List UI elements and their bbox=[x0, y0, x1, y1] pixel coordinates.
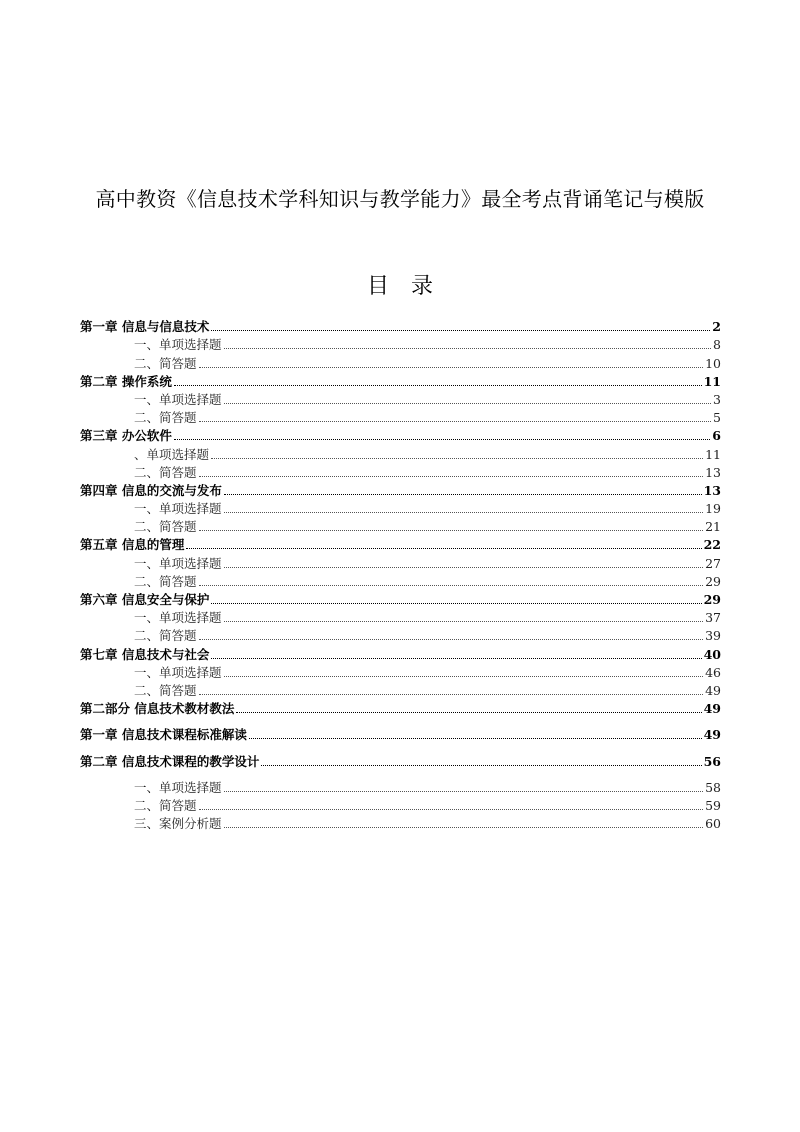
toc-entry-page: 39 bbox=[705, 628, 721, 644]
toc-entry-page: 22 bbox=[703, 537, 721, 553]
toc-dot-leader bbox=[199, 585, 704, 586]
toc-entry-page: 49 bbox=[703, 701, 721, 717]
document-title: 高中教资《信息技术学科知识与教学能力》最全考点背诵笔记与模版 bbox=[95, 187, 705, 211]
toc-entry-part[interactable] bbox=[80, 699, 721, 717]
toc-entry-label: 第七章 信息技术与社会 bbox=[80, 646, 210, 662]
toc-entry-page: 13 bbox=[703, 482, 721, 498]
toc-entry-page: 2 bbox=[712, 319, 721, 335]
toc-entry-section[interactable] bbox=[80, 626, 721, 644]
toc-entry-page: 21 bbox=[705, 519, 721, 535]
toc-dot-leader bbox=[199, 694, 704, 695]
toc-dot-leader bbox=[224, 791, 704, 792]
toc-entry-label: 二、简答题 bbox=[134, 519, 197, 535]
table-of-contents bbox=[80, 317, 721, 832]
toc-entry-page: 59 bbox=[705, 797, 721, 813]
toc-entry-page: 58 bbox=[705, 779, 721, 795]
toc-entry-section[interactable] bbox=[80, 663, 721, 681]
toc-entry-page: 40 bbox=[703, 646, 721, 662]
toc-spacer bbox=[80, 770, 721, 778]
toc-entry-section[interactable] bbox=[80, 553, 721, 571]
toc-entry-label: 二、简答题 bbox=[134, 682, 197, 698]
toc-dot-leader bbox=[224, 827, 704, 828]
toc-entry-label: 一、单项选择题 bbox=[134, 391, 222, 407]
toc-spacer bbox=[80, 743, 721, 751]
toc-dot-leader bbox=[199, 809, 704, 810]
toc-entry-chapter[interactable] bbox=[80, 590, 721, 608]
toc-entry-page: 8 bbox=[713, 337, 721, 353]
toc-dot-leader bbox=[261, 765, 701, 766]
toc-entry-section[interactable] bbox=[80, 335, 721, 353]
toc-dot-leader bbox=[199, 421, 712, 422]
toc-dot-leader bbox=[174, 439, 710, 440]
toc-entry-page: 11 bbox=[703, 373, 721, 389]
toc-entry-label: 第五章 信息的管理 bbox=[80, 537, 185, 553]
toc-entry-page: 49 bbox=[705, 682, 721, 698]
toc-dot-leader bbox=[199, 530, 704, 531]
toc-dot-leader bbox=[199, 476, 704, 477]
toc-dot-leader bbox=[224, 494, 702, 495]
toc-entry-label: 二、简答题 bbox=[134, 410, 197, 426]
toc-entry-section[interactable] bbox=[80, 499, 721, 517]
toc-entry-label: 第二章 操作系统 bbox=[80, 373, 172, 389]
toc-entry-label: 一、单项选择题 bbox=[134, 555, 222, 571]
toc-dot-leader bbox=[224, 403, 712, 404]
toc-entry-label: 二、简答题 bbox=[134, 797, 197, 813]
toc-entry-section[interactable] bbox=[80, 608, 721, 626]
toc-dot-leader bbox=[211, 330, 710, 331]
toc-entry-chapter[interactable] bbox=[80, 426, 721, 444]
toc-entry-chapter[interactable] bbox=[80, 644, 721, 662]
toc-heading: 目录 bbox=[366, 274, 455, 299]
toc-dot-leader bbox=[224, 348, 712, 349]
toc-entry-page: 6 bbox=[712, 428, 721, 444]
toc-entry-chapter[interactable] bbox=[80, 372, 721, 390]
toc-entry-section[interactable] bbox=[80, 814, 721, 832]
toc-entry-section[interactable] bbox=[80, 796, 721, 814]
toc-entry-label: 第三章 办公软件 bbox=[80, 428, 172, 444]
toc-entry-section[interactable] bbox=[80, 463, 721, 481]
toc-entry-page: 5 bbox=[713, 410, 721, 426]
toc-dot-leader bbox=[224, 512, 704, 513]
toc-entry-section[interactable] bbox=[80, 681, 721, 699]
toc-entry-label: 二、简答题 bbox=[134, 355, 197, 371]
toc-dot-leader bbox=[174, 385, 702, 386]
toc-entry-section[interactable] bbox=[80, 444, 721, 462]
toc-entry-chapter[interactable] bbox=[80, 535, 721, 553]
toc-entry-page: 10 bbox=[705, 355, 721, 371]
toc-entry-label: 、单项选择题 bbox=[134, 446, 210, 462]
toc-dot-leader bbox=[186, 548, 701, 549]
toc-entry-label: 第二章 信息技术课程的教学设计 bbox=[80, 753, 260, 769]
toc-entry-section[interactable] bbox=[80, 390, 721, 408]
toc-entry-section[interactable] bbox=[80, 778, 721, 796]
toc-entry-label: 第一章 信息技术课程标准解读 bbox=[80, 727, 247, 743]
toc-entry-label: 第一章 信息与信息技术 bbox=[80, 319, 210, 335]
toc-entry-page: 49 bbox=[703, 727, 721, 743]
toc-entry-label: 一、单项选择题 bbox=[134, 664, 222, 680]
toc-entry-chapter[interactable] bbox=[80, 317, 721, 335]
toc-entry-page: 27 bbox=[705, 555, 721, 571]
toc-entry-section[interactable] bbox=[80, 572, 721, 590]
toc-entry-page: 37 bbox=[705, 610, 721, 626]
toc-entry-label: 第四章 信息的交流与发布 bbox=[80, 482, 222, 498]
toc-dot-leader bbox=[224, 621, 704, 622]
toc-dot-leader bbox=[199, 367, 704, 368]
toc-dot-leader bbox=[224, 676, 704, 677]
toc-entry-page: 11 bbox=[705, 446, 721, 462]
toc-entry-label: 二、简答题 bbox=[134, 573, 197, 589]
toc-entry-label: 一、单项选择题 bbox=[134, 501, 222, 517]
toc-dot-leader bbox=[199, 639, 704, 640]
toc-entry-label: 三、案例分析题 bbox=[134, 816, 222, 832]
toc-entry-page: 56 bbox=[703, 753, 721, 769]
toc-entry-page: 3 bbox=[713, 391, 721, 407]
toc-dot-leader bbox=[236, 712, 701, 713]
toc-entry-chapter[interactable] bbox=[80, 751, 721, 769]
toc-entry-chapter[interactable] bbox=[80, 481, 721, 499]
toc-entry-page: 29 bbox=[705, 573, 721, 589]
toc-entry-page: 13 bbox=[705, 464, 721, 480]
toc-entry-section[interactable] bbox=[80, 517, 721, 535]
toc-entry-page: 46 bbox=[705, 664, 721, 680]
toc-entry-section[interactable] bbox=[80, 353, 721, 371]
toc-entry-page: 19 bbox=[705, 501, 721, 517]
toc-entry-label: 二、简答题 bbox=[134, 464, 197, 480]
toc-entry-page: 29 bbox=[703, 592, 721, 607]
toc-dot-leader bbox=[211, 603, 701, 604]
toc-entry-label: 二、简答题 bbox=[134, 628, 197, 644]
toc-dot-leader bbox=[249, 738, 702, 739]
toc-entry-page: 60 bbox=[705, 816, 721, 832]
toc-entry-chapter[interactable] bbox=[80, 725, 721, 743]
toc-spacer bbox=[80, 717, 721, 725]
toc-entry-label: 第二部分 信息技术教材教法 bbox=[80, 701, 235, 717]
toc-entry-label: 一、单项选择题 bbox=[134, 610, 222, 626]
toc-entry-label: 一、单项选择题 bbox=[134, 779, 222, 795]
toc-dot-leader bbox=[211, 658, 701, 659]
toc-entry-section[interactable] bbox=[80, 408, 721, 426]
toc-dot-leader bbox=[211, 458, 703, 459]
toc-entry-label: 第六章 信息安全与保护 bbox=[80, 592, 210, 607]
toc-entry-label: 一、单项选择题 bbox=[134, 337, 222, 353]
toc-dot-leader bbox=[224, 567, 704, 568]
